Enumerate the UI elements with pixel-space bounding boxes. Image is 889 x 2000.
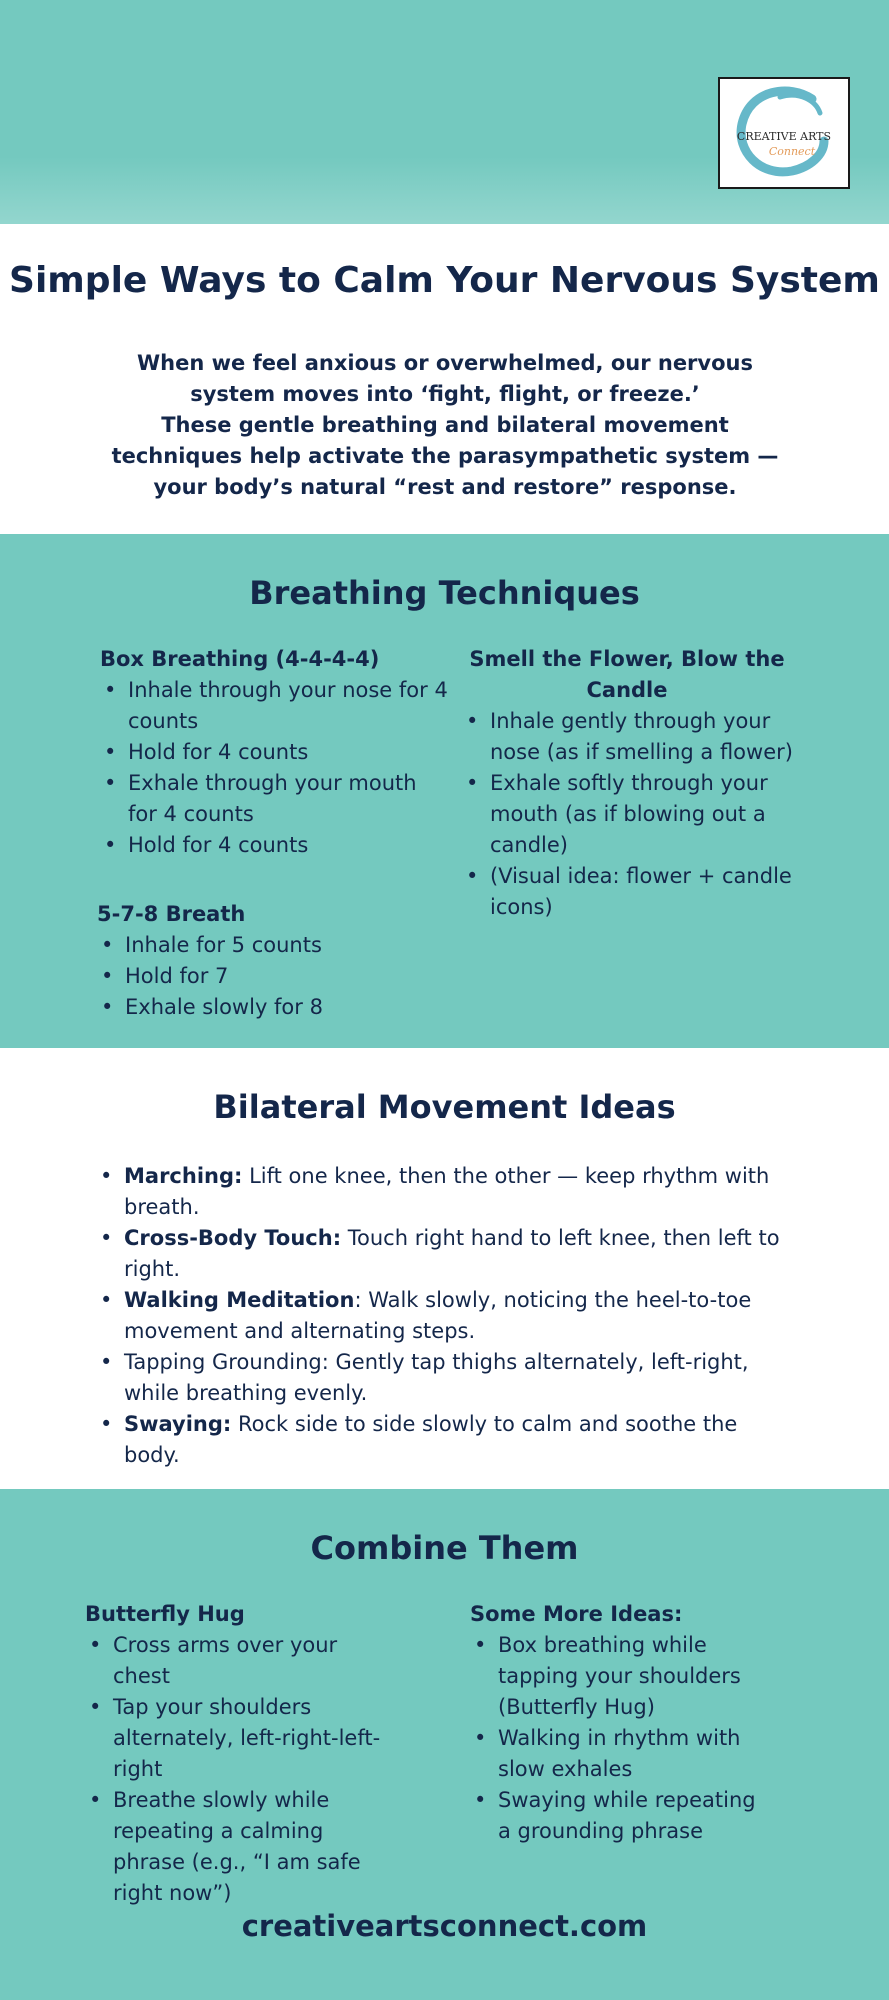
breathing-title: Breathing Techniques bbox=[249, 574, 640, 612]
intro-line-2: These gentle breathing and bilateral movement techniques help activate the parasympathetic system — your body’s natural “rest and restore” response. bbox=[111, 413, 779, 499]
item-label: Swaying: bbox=[124, 1412, 232, 1436]
box-breathing-list bbox=[100, 675, 450, 861]
list-item: • Hold for 7 bbox=[97, 961, 447, 992]
page-title: Simple Ways to Calm Your Nervous System bbox=[9, 260, 880, 301]
creative-arts-connect-logo bbox=[718, 77, 850, 189]
flower-candle-list bbox=[462, 706, 802, 923]
logo-text-primary: CREATIVE ARTS bbox=[736, 130, 832, 143]
intro-line-1: When we feel anxious or overwhelmed, our nervous system moves into ‘fight, flight, or freeze.’ bbox=[137, 351, 753, 406]
list-item: • Inhale for 5 counts bbox=[97, 930, 447, 961]
list-item bbox=[96, 1223, 796, 1285]
bilateral-section bbox=[0, 1048, 889, 1489]
list-item: • Hold for 4 counts bbox=[100, 737, 450, 768]
list-item: • Inhale through your nose for 4 counts bbox=[100, 675, 450, 737]
butterfly-hug-heading: Butterfly Hug bbox=[85, 1602, 245, 1626]
combine-title: Combine Them bbox=[310, 1529, 579, 1567]
item-text: Touch right hand to left knee, then left to right. bbox=[124, 1226, 780, 1281]
list-item bbox=[96, 1409, 796, 1471]
list-item: • Inhale gently through your nose (as if smelling a flower) bbox=[462, 706, 802, 768]
list-item bbox=[96, 1347, 796, 1409]
flower-candle-heading: Smell the Flower, Blow the Candle bbox=[469, 647, 785, 702]
box-breathing-heading: Box Breathing (4-4-4-4) bbox=[100, 647, 380, 671]
item-text: Rock side to side slowly to calm and soothe the body. bbox=[124, 1412, 738, 1467]
header-banner bbox=[0, 0, 889, 224]
website-link[interactable]: creativeartsconnect.com bbox=[241, 1909, 648, 1943]
item-text: : Walk slowly, noticing the heel-to-toe movement and alternating steps. bbox=[124, 1288, 752, 1343]
more-ideas-block bbox=[470, 1599, 780, 1847]
intro-paragraph bbox=[95, 348, 795, 503]
combine-section bbox=[0, 1489, 889, 2000]
five-seven-eight-list bbox=[97, 930, 447, 1023]
list-item: • Hold for 4 counts bbox=[100, 830, 450, 861]
butterfly-hug-list bbox=[85, 1630, 385, 1909]
bilateral-list bbox=[96, 1161, 796, 1471]
list-item: • Walking in rhythm with slow exhales bbox=[470, 1723, 770, 1785]
box-breathing-block bbox=[100, 644, 450, 861]
butterfly-hug-block bbox=[85, 1599, 415, 1909]
five-seven-eight-block bbox=[97, 899, 447, 1023]
list-item: • Breathe slowly while repeating a calming phrase (e.g., “I am safe right now”) bbox=[85, 1785, 385, 1909]
item-text: Tapping Grounding: Gently tap thighs alternately, left-right, while breathing evenly. bbox=[124, 1350, 749, 1405]
list-item: • Exhale softly through your mouth (as if blowing out a candle) bbox=[462, 768, 802, 861]
list-item bbox=[96, 1285, 796, 1347]
list-item bbox=[96, 1161, 796, 1223]
list-item: • (Visual idea: flower + candle icons) bbox=[462, 861, 802, 923]
list-item: • Exhale slowly for 8 bbox=[97, 992, 447, 1023]
item-label: Walking Meditation bbox=[124, 1288, 355, 1312]
item-label: Cross-Body Touch: bbox=[124, 1226, 342, 1250]
breathing-section bbox=[0, 534, 889, 1048]
flower-candle-block bbox=[462, 644, 802, 923]
list-item: • Cross arms over your chest bbox=[85, 1630, 385, 1692]
list-item: • Exhale through your mouth for 4 counts bbox=[100, 768, 450, 830]
item-label: Marching: bbox=[124, 1164, 243, 1188]
list-item: • Swaying while repeating a grounding phrase bbox=[470, 1785, 770, 1847]
bilateral-title: Bilateral Movement Ideas bbox=[213, 1088, 676, 1126]
list-item: • Tap your shoulders alternately, left-right-left-right bbox=[85, 1692, 385, 1785]
intro-section bbox=[0, 224, 889, 534]
list-item: • Box breathing while tapping your shoulders (Butterfly Hug) bbox=[470, 1630, 770, 1723]
more-ideas-heading: Some More Ideas: bbox=[470, 1602, 683, 1626]
logo-text-secondary: Connect bbox=[768, 145, 816, 158]
more-ideas-list bbox=[470, 1630, 770, 1847]
item-text: Lift one knee, then the other — keep rhythm with breath. bbox=[124, 1164, 770, 1219]
five-seven-eight-heading: 5-7-8 Breath bbox=[97, 902, 246, 926]
